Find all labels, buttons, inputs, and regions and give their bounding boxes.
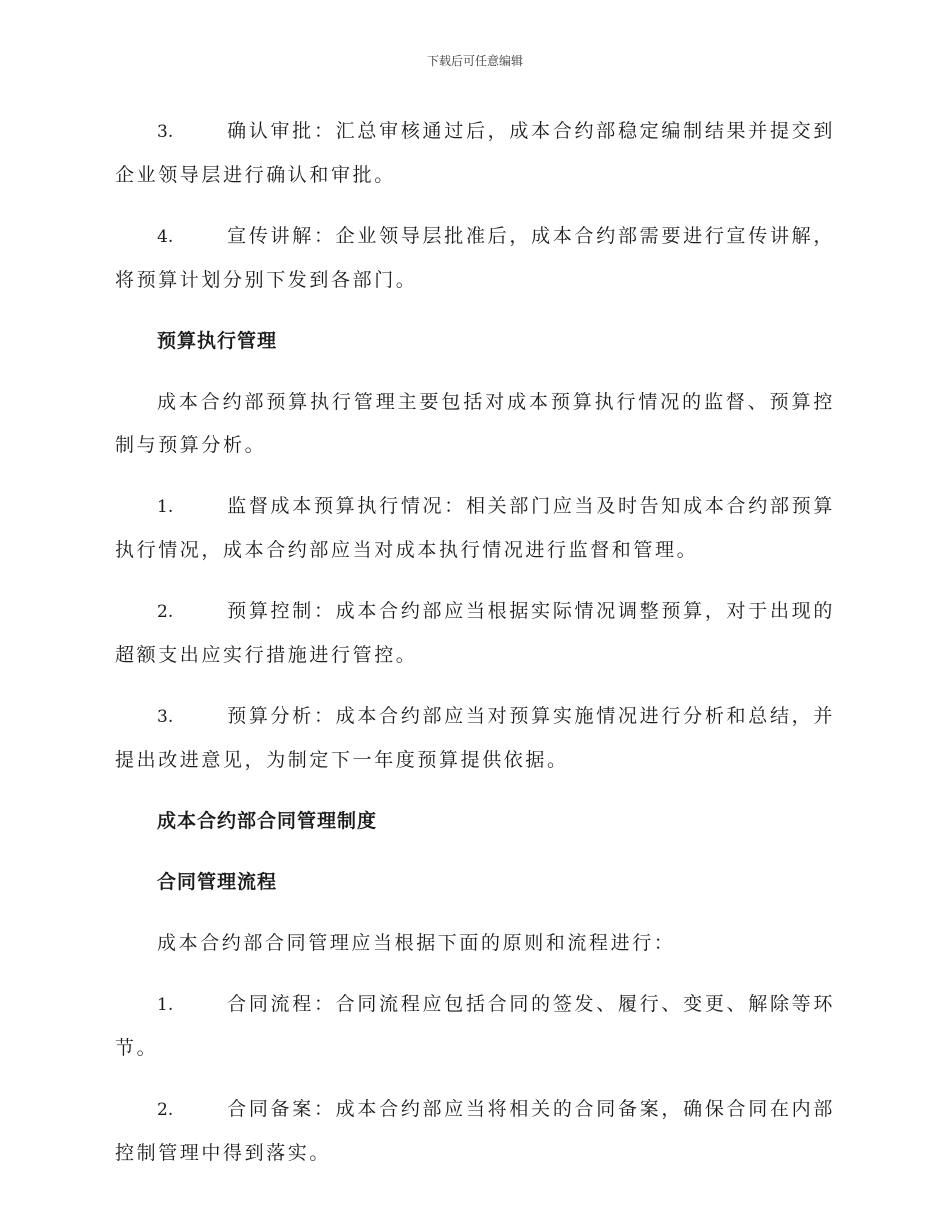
list-text: 合同备案：成本合约部应当将相关的合同备案，确保合同在内部控制管理中得到落实。 (115, 1098, 835, 1164)
list-number: 3. (157, 122, 174, 142)
list-number: 1. (157, 995, 174, 1015)
list-item (115, 590, 835, 677)
list-item (115, 110, 835, 197)
list-number: 4. (157, 227, 174, 247)
list-text: 监督成本预算执行情况：相关部门应当及时告知成本合约部预算执行情况，成本合约部应当对成本执行情况进行监督和管理。 (115, 495, 835, 561)
list-number: 2. (157, 602, 174, 622)
list-text: 预算分析：成本合约部应当对预算实施情况进行分析和总结，并提出改进意见，为制定下一年度预算提供依据。 (115, 705, 835, 771)
list-item (115, 485, 835, 572)
list-text: 确认审批：汇总审核通过后，成本合约部稳定编制结果并提交到企业领导层进行确认和审批。 (115, 120, 835, 186)
list-text: 合同流程：合同流程应包括合同的签发、履行、变更、解除等环节。 (115, 993, 835, 1059)
section-heading: 预算执行管理 (157, 330, 278, 352)
list-item (115, 1088, 835, 1175)
list-number: 2. (157, 1100, 174, 1120)
document-body (115, 110, 835, 1193)
list-item (115, 215, 835, 302)
list-text: 预算控制：成本合约部应当根据实际情况调整预算，对于出现的超额支出应实行措施进行管控。 (115, 600, 835, 666)
list-text: 宣传讲解：企业领导层批准后，成本合约部需要进行宣传讲解，将预算计划分别下发到各部门。 (115, 225, 835, 291)
list-item (115, 695, 835, 782)
list-number: 3. (157, 707, 174, 727)
list-number: 1. (157, 497, 174, 517)
list-item (115, 983, 835, 1070)
paragraph: 成本合约部合同管理应当根据下面的原则和流程进行： (157, 932, 676, 954)
paragraph: 成本合约部预算执行管理主要包括对成本预算执行情况的监督、预算控制与预算分析。 (115, 391, 835, 456)
page-header: 下载后可任意编辑 (426, 54, 523, 68)
section-heading: 成本合约部合同管理制度 (157, 810, 378, 832)
section-heading: 合同管理流程 (157, 871, 278, 893)
